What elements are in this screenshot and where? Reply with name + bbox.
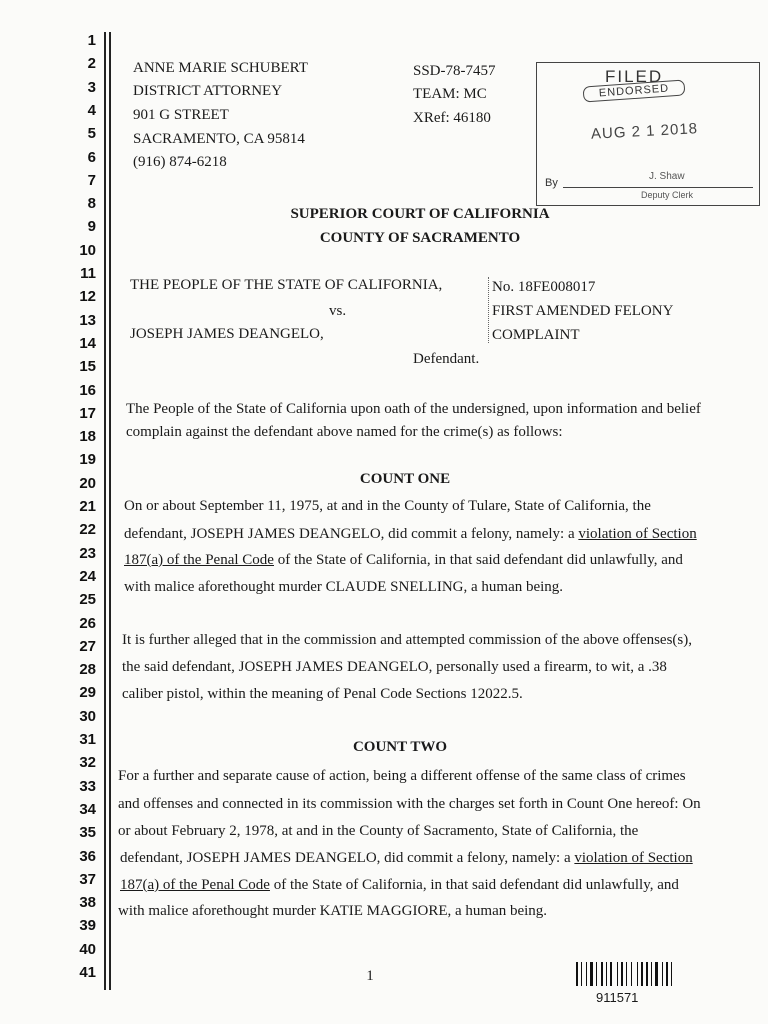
penal-code-reference-underlined: 187(a) of the Penal Code xyxy=(124,552,274,568)
line-number: 26 xyxy=(79,614,96,632)
line-number: 20 xyxy=(79,474,96,492)
line-number: 12 xyxy=(79,288,96,306)
stamp-by-label: By xyxy=(545,177,558,189)
team-code: TEAM: MC xyxy=(413,86,487,102)
line-number: 35 xyxy=(79,824,96,842)
line-number: 41 xyxy=(79,964,96,981)
line-number: 24 xyxy=(79,567,96,585)
line-number: 11 xyxy=(80,265,96,282)
line-number: 3 xyxy=(87,78,96,96)
line-number: 21 xyxy=(79,498,96,515)
count-one-allegation-line1: It is further alleged that in the commission and attempted commission of the above offenses(s), xyxy=(122,632,692,648)
document-title-line2: COMPLAINT xyxy=(492,327,580,343)
page-number: 1 xyxy=(366,968,374,984)
court-county: COUNTY OF SACRAMENTO xyxy=(319,230,521,246)
line-number: 38 xyxy=(79,894,96,912)
count-one-line2: defendant, JOSEPH JAMES DEANGELO, did commit a felony, namely: a violation of Section xyxy=(124,526,697,542)
stamp-signer: J. Shaw xyxy=(649,171,685,182)
line-number: 34 xyxy=(79,800,96,818)
line-number: 31 xyxy=(79,731,96,748)
caption-defendant: JOSEPH JAMES DEANGELO, xyxy=(130,326,324,342)
attorney-street: 901 G STREET xyxy=(133,107,229,123)
intro-line1: The People of the State of California upon oath of the undersigned, upon information and belief xyxy=(126,401,701,417)
line-number: 13 xyxy=(79,311,96,329)
line-number: 9 xyxy=(87,218,96,236)
line-number: 15 xyxy=(79,358,96,376)
line-number: 19 xyxy=(79,451,96,469)
line-number: 39 xyxy=(79,917,96,935)
left-margin-rule-inner xyxy=(109,32,111,990)
line-number: 27 xyxy=(79,637,96,655)
attorney-name: ANNE MARIE SCHUBERT xyxy=(133,60,308,76)
count-two-line3: or about February 2, 1978, at and in the County of Sacramento, State of California, the xyxy=(118,823,639,839)
line-number: 4 xyxy=(87,101,96,119)
line-number: 1 xyxy=(87,32,96,49)
line-number: 25 xyxy=(79,591,96,609)
caption-divider xyxy=(488,277,490,343)
caption-plaintiff: THE PEOPLE OF THE STATE OF CALIFORNIA, xyxy=(130,277,443,293)
stamp-signature-line xyxy=(563,187,753,188)
line-number: 28 xyxy=(79,661,96,679)
caption-defendant-label: Defendant. xyxy=(413,351,480,367)
attorney-city: SACRAMENTO, CA 95814 xyxy=(133,131,305,147)
line-number: 22 xyxy=(79,521,96,539)
line-number: 16 xyxy=(79,381,96,399)
stamp-deputy-label: Deputy Clerk xyxy=(641,190,694,200)
count-one-line4: with malice aforethought murder CLAUDE SNELLING, a human being. xyxy=(124,579,564,595)
count-two-line6: with malice aforethought murder KATIE MAGGIORE, a human being. xyxy=(118,903,548,919)
penal-code-reference-underlined: 187(a) of the Penal Code xyxy=(120,877,270,893)
section-reference-underlined: violation of Section xyxy=(574,850,693,866)
line-number: 18 xyxy=(79,428,96,446)
line-number: 32 xyxy=(79,754,96,772)
caption-vs: vs. xyxy=(329,303,347,319)
barcode-number: 911571 xyxy=(596,990,639,1005)
count-two-line4: defendant, JOSEPH JAMES DEANGELO, did commit a felony, namely: a violation of Section xyxy=(120,850,693,866)
line-number: 10 xyxy=(79,241,96,259)
count-two-line1: For a further and separate cause of action, being a different offense of the same class of crimes xyxy=(118,768,686,784)
attorney-title: DISTRICT ATTORNEY xyxy=(133,83,283,99)
line-number: 37 xyxy=(79,870,96,888)
line-number: 17 xyxy=(79,404,96,422)
line-number: 5 xyxy=(87,125,96,143)
attorney-phone: (916) 874-6218 xyxy=(133,154,227,170)
count-one-line1: On or about September 11, 1975, at and in the County of Tulare, State of California, the xyxy=(124,498,651,514)
count-one-heading: COUNT ONE xyxy=(359,471,451,487)
section-reference-underlined: violation of Section xyxy=(578,526,697,542)
count-two-line2: and offenses and connected in its commission with the charges set forth in Count One hereof: On xyxy=(118,796,701,812)
stamp-endorsed-text: ENDORSED xyxy=(583,79,686,102)
count-two-line5: 187(a) of the Penal Code of the State of California, in that said defendant did unlawfully, and xyxy=(120,877,679,893)
ssd-number: SSD-78-7457 xyxy=(413,63,496,79)
line-number: 40 xyxy=(79,940,96,958)
filed-stamp xyxy=(536,62,760,206)
line-number: 23 xyxy=(79,544,96,562)
line-number: 30 xyxy=(79,707,96,725)
count-one-allegation-line2: the said defendant, JOSEPH JAMES DEANGELO, personally used a firearm, to wit, a .38 xyxy=(122,659,667,675)
left-margin-rule xyxy=(104,32,106,990)
line-number: 29 xyxy=(79,684,96,702)
line-number: 2 xyxy=(87,55,96,73)
court-name: SUPERIOR COURT OF CALIFORNIA xyxy=(290,206,550,222)
line-number: 7 xyxy=(87,171,96,189)
count-two-heading: COUNT TWO xyxy=(352,739,448,755)
line-number: 8 xyxy=(87,195,96,213)
line-number: 14 xyxy=(79,334,96,352)
count-one-line3: 187(a) of the Penal Code of the State of California, in that said defendant did unlawfully, and xyxy=(124,552,683,568)
xref-number: XRef: 46180 xyxy=(413,110,491,126)
case-number: No. 18FE008017 xyxy=(492,279,596,295)
stamp-filed-text: FILED xyxy=(605,67,664,86)
intro-line2: complain against the defendant above named for the crime(s) as follows: xyxy=(126,424,563,440)
line-number: 33 xyxy=(79,777,96,795)
line-number: 36 xyxy=(79,847,96,865)
line-number: 6 xyxy=(87,148,96,166)
barcode xyxy=(576,962,690,986)
count-one-allegation-line3: caliber pistol, within the meaning of Penal Code Sections 12022.5. xyxy=(122,686,523,702)
document-title-line1: FIRST AMENDED FELONY xyxy=(492,303,674,319)
stamp-date: AUG 2 1 2018 xyxy=(590,120,699,143)
